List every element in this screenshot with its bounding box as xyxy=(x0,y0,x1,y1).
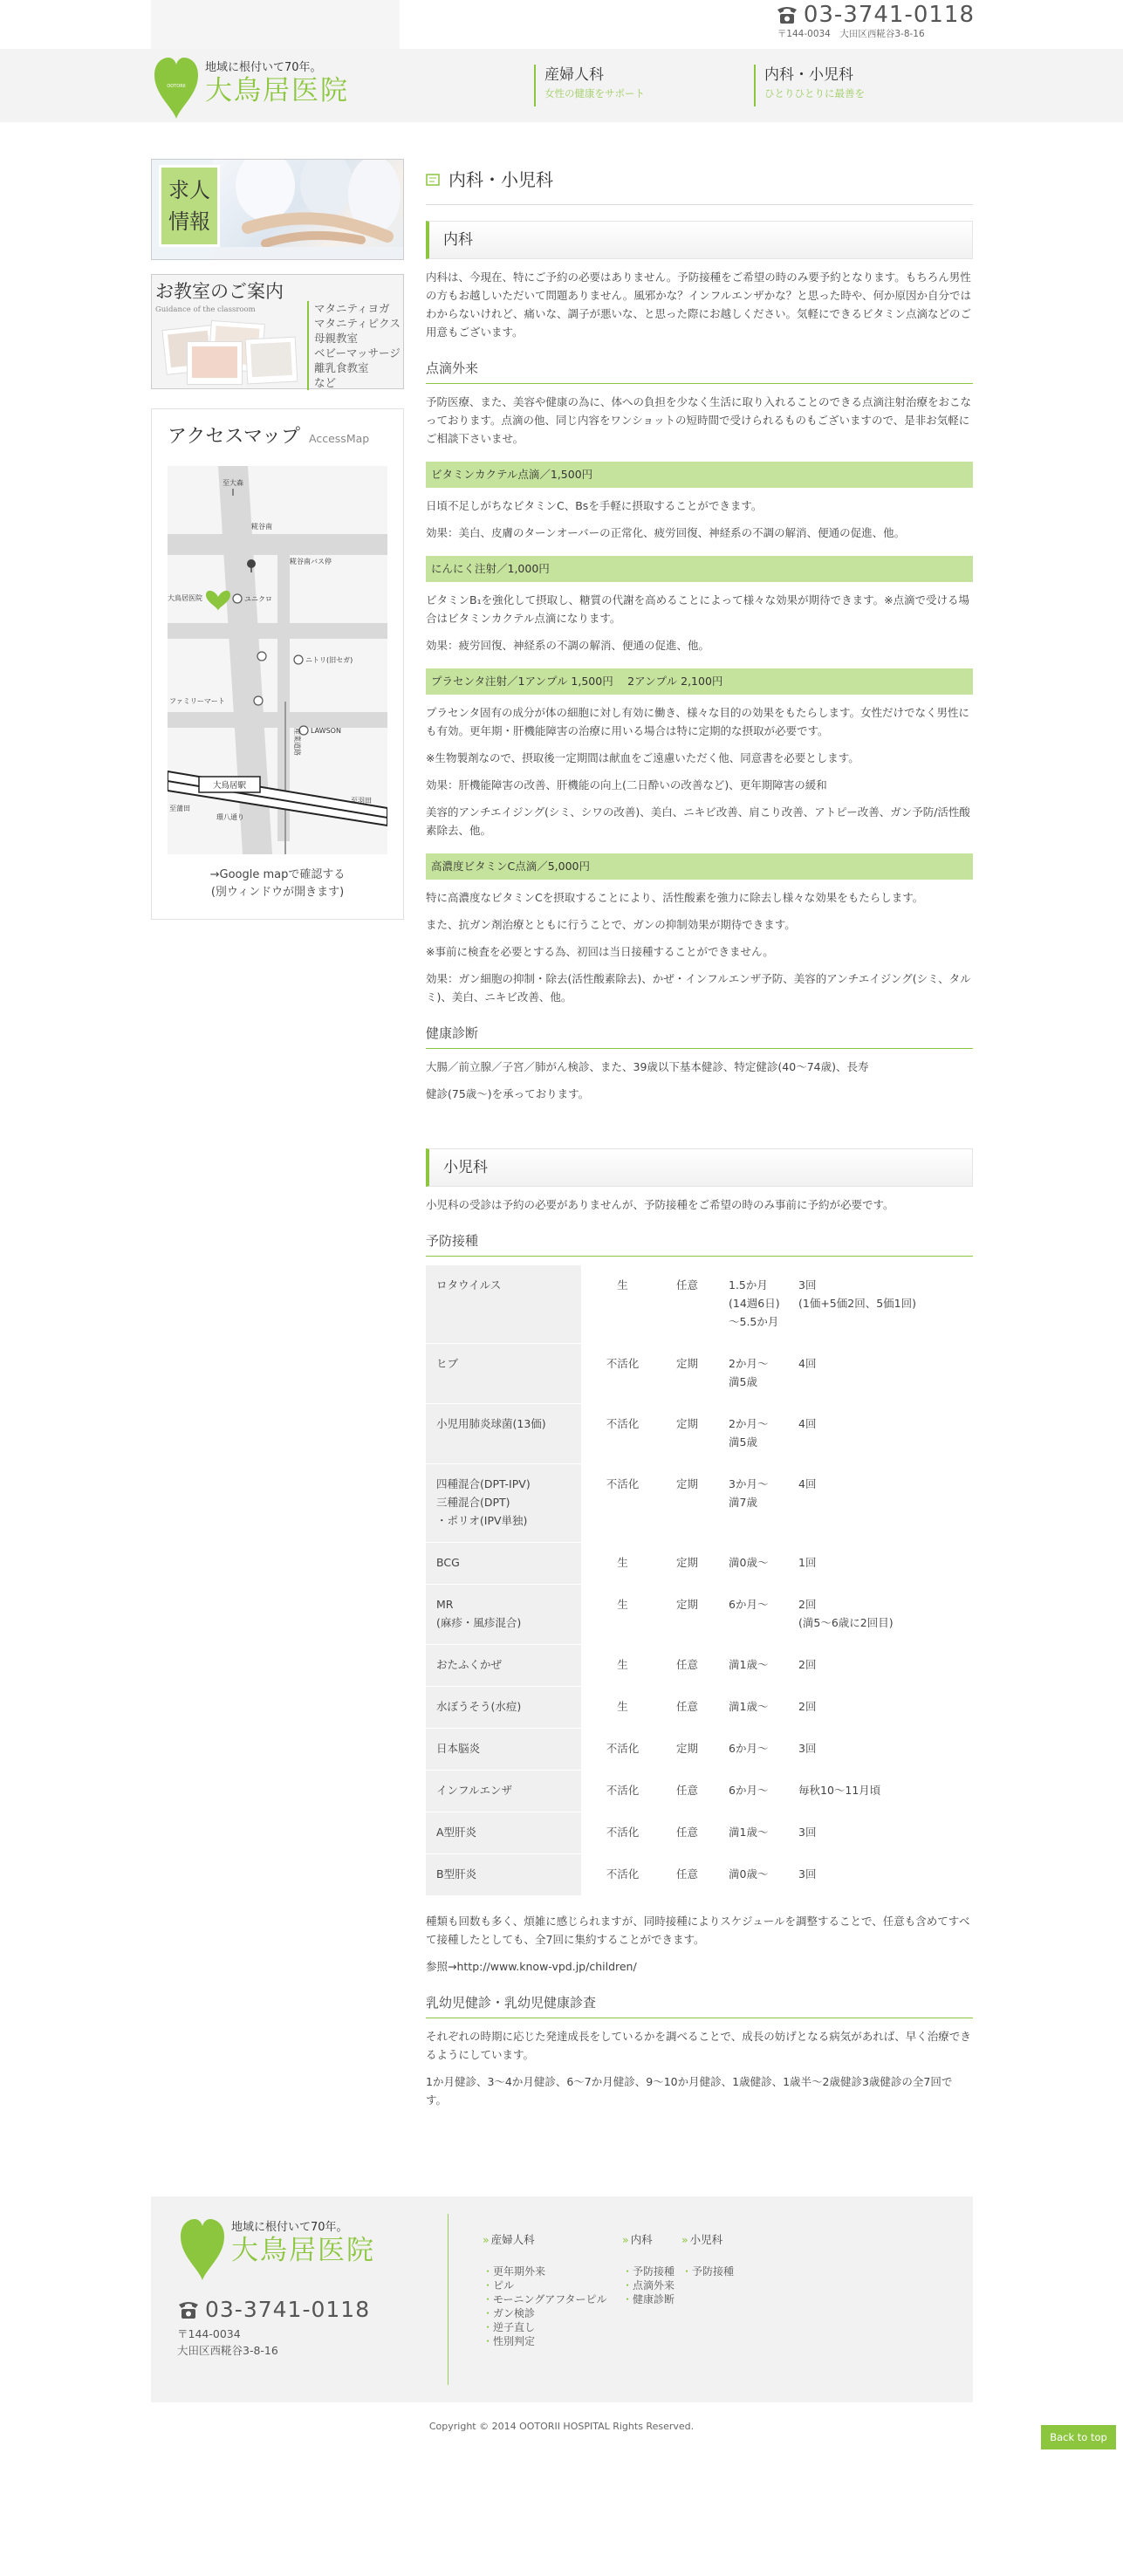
treatment-bar: 高濃度ビタミンC点滴／5,000円 xyxy=(426,853,973,880)
vax-age: 2か月～ 満5歳 xyxy=(729,1357,769,1388)
map-label-clinic: 大鳥居医院 xyxy=(168,594,202,603)
gnav-obgyn[interactable] xyxy=(534,65,754,106)
map-label-hwy: 産業道路 xyxy=(293,728,301,757)
footer-nav-item[interactable]: ・ 予防接種 xyxy=(622,2264,674,2278)
footer-clinic-name: 大鳥居医院 xyxy=(231,2235,375,2266)
footer-zip: 〒144-0034 xyxy=(177,2327,241,2340)
naika-intro: 内科は、今現在、特にご予約の必要はありません。予防接種をご希望の時のみ要予約となります。もちろん男性の方もお越しいただいて問題ありません。風邪かな？インフルエンザかな？と思った時や、何か原因か自分ではわからないけれど、痛いな、調子が悪いな、と思った際にお越しください。気軽にできるビタミン点滴などのご用意もございます。 xyxy=(426,271,972,339)
treatment-bar: ビタミンカクテル点滴／1,500円 xyxy=(426,462,973,488)
page-title-icon xyxy=(426,173,442,187)
vaccination-reference-link[interactable]: 参照→http://www.know-vpd.jp/children/ xyxy=(426,1960,637,1973)
vax-name: B型肝炎 xyxy=(426,1854,581,1896)
vax-kind: 定期 xyxy=(676,1556,699,1569)
vax-times: 2回 (満5～6歳に2回目) xyxy=(798,1598,894,1629)
sidebar xyxy=(151,159,404,920)
gnav-internal[interactable] xyxy=(754,65,974,106)
vax-times: 3回 xyxy=(798,1742,817,1755)
vax-type: 不活化 xyxy=(581,1812,664,1854)
vax-age: 3か月～ 満7歳 xyxy=(729,1477,769,1509)
treatment-text: 効果：ガン細胞の抑制・除去(活性酸素除去)、かぜ・インフルエンザ予防、美容的アンチエイジング(シミ、タルミ)、美白、ニキビ改善、他。 xyxy=(426,972,971,1004)
logo-tagline: 地域に根付いて70年。 xyxy=(205,61,322,74)
treatment-text: ※事前に検査を必要とする為、初回は当日接種することができません。 xyxy=(426,945,774,958)
footer-nav-head[interactable]: » 小児科 xyxy=(681,2231,734,2249)
recruit-banner[interactable] xyxy=(151,159,404,260)
treatment-text: 特に高濃度なビタミンCを摂取することにより、活性酸素を強力に除去し様々な効果をもたらします。 xyxy=(426,891,924,904)
footer-divider xyxy=(448,2214,449,2385)
footer-nav-naika xyxy=(622,2231,674,2306)
top-bar xyxy=(0,0,1123,49)
vax-times: 毎秋10～11月頃 xyxy=(798,1784,881,1797)
vax-kind: 任意 xyxy=(676,1784,699,1797)
vaccination-row xyxy=(426,1265,973,1344)
classroom-item: マタニティヨガ xyxy=(314,302,390,315)
phone-icon xyxy=(776,4,798,25)
copyright: Copyright © 2014 OOTORII HOSPITAL Rights Reserved. xyxy=(428,2421,695,2432)
vax-name: 日本脳炎 xyxy=(426,1729,581,1771)
vax-kind: 定期 xyxy=(676,1477,699,1490)
vax-times: 2回 xyxy=(798,1700,817,1713)
heart-logo-icon xyxy=(151,54,202,120)
vaccination-row xyxy=(426,1585,973,1645)
map-label-top: 至大森 xyxy=(223,479,243,488)
vax-type: 不活化 xyxy=(581,1404,664,1464)
svg-text:OOTORII: OOTORII xyxy=(167,84,186,89)
header-address: 〒144-0034 大田区西糀谷3-8-16 xyxy=(777,29,925,39)
vax-age: 6か月～ xyxy=(729,1598,769,1611)
access-title: アクセスマップ xyxy=(168,426,301,448)
vax-age: 満1歳～ xyxy=(729,1700,769,1713)
vax-times: 4回 xyxy=(798,1357,817,1370)
footer-nav-item[interactable]: ・ モーニングアフターピル xyxy=(483,2292,606,2306)
vaccination-row xyxy=(426,1812,973,1854)
vax-name: BCG xyxy=(426,1543,581,1585)
vax-name: ヒブ xyxy=(426,1344,581,1404)
naika-kenshin-text: 大腸／前立腺／子宮／肺がん検診、また、39歳以下基本健診、特定健診(40～74歳)、長寿 xyxy=(426,1060,869,1073)
map-label-uniqlo: ユニクロ xyxy=(244,595,272,604)
vax-type: 不活化 xyxy=(581,1729,664,1771)
vax-type: 生 xyxy=(581,1265,664,1344)
header-tel-number: 03-3741-0118 xyxy=(803,2,975,28)
google-map-link-note: (別ウィンドウが開きます) xyxy=(210,886,345,900)
logo-clinic-name: 大鳥居医院 xyxy=(205,75,349,106)
gnav-obgyn-title: 産婦人科 xyxy=(544,66,604,84)
footer-nav-head[interactable]: » 産婦人科 xyxy=(483,2231,606,2249)
treatment-text: ビタミンB₁を強化して摂取し、糖質の代謝を高めることによって様々な効果が期待できます。※点滴で受ける場合はビタミンカクテル点滴になります。 xyxy=(426,593,970,625)
vax-type: 生 xyxy=(581,1645,664,1687)
page-title-bar xyxy=(426,159,973,205)
footer-address xyxy=(177,2326,278,2359)
phone-icon xyxy=(177,2299,200,2320)
vax-times: 1回 xyxy=(798,1556,817,1569)
treatment-text: 効果：美白、皮膚のターンオーバーの正常化、疲労回復、神経系の不調の解消、便通の促進、他。 xyxy=(426,526,906,539)
footer-nav-item[interactable]: ・ ガン検診 xyxy=(483,2306,606,2320)
vaccination-note: 種類も回数も多く、煩雑に感じられますが、同時接種によりスケジュールを調整することで、任意も含めてすべて接種したとしても、全7回に集約することができます。 xyxy=(426,1915,970,1946)
vaccination-table xyxy=(426,1265,973,1896)
footer-panel xyxy=(151,2196,973,2402)
access-map-box xyxy=(151,408,404,920)
vax-type: 生 xyxy=(581,1543,664,1585)
treatment-text: 美容的アンチエイジング(シミ、シワの改善)、美白、ニキビ改善、肩こり改善、アトピー改善、ガン予防/活性酸素除去、他。 xyxy=(426,805,970,837)
content-layout xyxy=(0,122,1123,2162)
treatment-text: プラセンタ固有の成分が体の細胞に対し有効に働き、様々な目的の効果をもたらします。女性だけでなく男性にも有効。更年期・肝機能障害の治療に用いる場合は特に定期的な摂取が必要です。 xyxy=(426,706,970,737)
shonika-intro: 小児科の受診は予約の必要がありませんが、予防接種をご希望の時のみ事前に予約が必要です。 xyxy=(426,1198,894,1211)
footer-nav-item[interactable]: ・ 更年期外来 xyxy=(483,2264,606,2278)
tenteki-heading: 点滴外来 xyxy=(426,357,973,384)
vax-name: A型肝炎 xyxy=(426,1812,581,1854)
vax-kind: 任意 xyxy=(676,1700,699,1713)
vax-name: 四種混合(DPT-IPV) 三種混合(DPT) ・ポリオ(IPV単独) xyxy=(426,1464,581,1543)
vax-name: インフルエンザ xyxy=(426,1771,581,1812)
map-label-left-road: 至蒲田 xyxy=(169,805,190,813)
footer-nav-item[interactable]: ・ 性別判定 xyxy=(483,2334,606,2348)
vax-kind: 任意 xyxy=(676,1867,699,1881)
vax-type: 不活化 xyxy=(581,1854,664,1896)
classroom-photos xyxy=(159,322,298,385)
footer-nav-obgyn xyxy=(483,2231,606,2348)
vaccination-row xyxy=(426,1854,973,1896)
footer-nav-item[interactable]: ・ 健康診断 xyxy=(622,2292,674,2306)
map-label-kojiya: 糀谷南 xyxy=(251,523,272,531)
treatment-text: 効果：疲労回復、神経系の不調の解消、便通の促進、他。 xyxy=(426,639,710,652)
vaccination-row xyxy=(426,1404,973,1464)
map-label-bus: 糀谷南バス停 xyxy=(290,558,332,566)
gnav-internal-title: 内科・小児科 xyxy=(764,66,853,84)
vax-kind: 定期 xyxy=(676,1598,699,1611)
vax-age: 満1歳～ xyxy=(729,1826,769,1839)
vax-type: 不活化 xyxy=(581,1344,664,1404)
footer-nav-head[interactable]: » 内科 xyxy=(622,2231,674,2249)
footer-street: 大田区西糀谷3-8-16 xyxy=(177,2344,278,2357)
vaccination-row xyxy=(426,1771,973,1812)
global-nav xyxy=(534,65,974,106)
recruit-photo xyxy=(213,160,403,259)
footer-nav-item[interactable]: ・ 逆子直し xyxy=(483,2320,606,2334)
vax-times: 3回 xyxy=(798,1826,817,1839)
vaccination-row xyxy=(426,1729,973,1771)
heart-logo-icon xyxy=(177,2216,228,2282)
recruit-label: 求人情報 xyxy=(159,165,220,247)
classroom-title: お教室のご案内 xyxy=(155,281,284,302)
vax-kind: 定期 xyxy=(676,1357,699,1370)
vaccination-row xyxy=(426,1687,973,1729)
staff-hands-image xyxy=(213,160,404,260)
classroom-item: 母親教室 xyxy=(314,332,359,345)
header-contact xyxy=(776,2,975,40)
vax-type: 不活化 xyxy=(581,1771,664,1812)
gnav-obgyn-sub: 女性の健康をサポート xyxy=(544,87,645,99)
vaccination-row xyxy=(426,1464,973,1543)
vax-times: 2回 xyxy=(798,1658,817,1671)
section-naika-heading: 内科 xyxy=(426,221,973,259)
treatment-text: 効果：肝機能障害の改善、肝機能の向上(二日酔いの改善など)、更年期障害の緩和 xyxy=(426,778,827,791)
vax-age: 6か月～ xyxy=(729,1742,769,1755)
vax-age: 6か月～ xyxy=(729,1784,769,1797)
vax-times: 3回 (1価+5価2回、5価1回) xyxy=(798,1278,916,1310)
vaccination-heading: 予防接種 xyxy=(426,1230,973,1257)
vaccination-row xyxy=(426,1543,973,1585)
classroom-banner[interactable] xyxy=(151,274,404,389)
classroom-item: ベビーマッサージ xyxy=(314,346,401,360)
map-label-familymart: ファミリーマート xyxy=(169,697,225,706)
site-footer xyxy=(0,2196,1123,2465)
google-map-link[interactable] xyxy=(168,867,387,901)
site-logo[interactable] xyxy=(151,54,349,120)
vax-kind: 任意 xyxy=(676,1826,699,1839)
vaccination-row xyxy=(426,1344,973,1404)
vax-kind: 定期 xyxy=(676,1417,699,1430)
google-map-link-text: →Google mapで確認する xyxy=(209,868,346,882)
header-tel[interactable] xyxy=(776,2,975,28)
treatment-text: また、抗ガン剤治療とともに行うことで、ガンの抑制効果が期待できます。 xyxy=(426,918,796,931)
vax-age: 満1歳～ xyxy=(729,1658,769,1671)
tenteki-text: 予防医療、また、美容や健康の為に、体への負担を少なく生活に取り入れることのできる点滴注射治療をおこなっております。点滴の他、同じ内容をワンショットの短時間で受けられるものもございますので、是非お気軽にご相談下さいませ。 xyxy=(426,395,972,445)
page-title: 内科・小児科 xyxy=(449,169,553,190)
vax-name: 水ぼうそう(水痘) xyxy=(426,1687,581,1729)
vax-times: 3回 xyxy=(798,1867,817,1881)
footer-tel-number: 03-3741-0118 xyxy=(205,2297,371,2322)
vax-age: 2か月～ 満5歳 xyxy=(729,1417,769,1449)
vax-kind: 任意 xyxy=(676,1658,699,1671)
treatment-text: ※生物製剤なので、摂取後一定期間は献血をご遠慮いただく他、同意書を必要とします。 xyxy=(426,751,859,764)
vax-name: ロタウイルス xyxy=(426,1265,581,1344)
access-subtitle: AccessMap xyxy=(309,432,370,445)
footer-logo[interactable] xyxy=(177,2216,375,2282)
naika-kenshin-text: 健診(75歳～)を承っております。 xyxy=(426,1087,590,1100)
footer-tel[interactable] xyxy=(177,2292,370,2327)
map-label-bottom-road: 環八通り xyxy=(216,813,244,822)
top-bar-spacer xyxy=(151,0,400,49)
footer-nav-item[interactable]: ・ ピル xyxy=(483,2278,606,2292)
treatment-bar: にんにく注射／1,000円 xyxy=(426,556,973,582)
vax-name: おたふくかぜ xyxy=(426,1645,581,1687)
map-label-station: 大鳥居駅 xyxy=(212,781,247,791)
vax-type: 不活化 xyxy=(581,1464,664,1543)
vax-age: 満0歳～ xyxy=(729,1556,769,1569)
classroom-list xyxy=(307,301,401,390)
footer-nav-item[interactable]: ・ 予防接種 xyxy=(681,2264,734,2278)
infant-checkup-text: それぞれの時期に応じた発達成長をしているかを調べることで、成長の妨げとなる病気があれば、早く治療できるようにしています。 xyxy=(426,2030,971,2061)
treatment-bar: プラセンタ注射／1アンプル 1,500円 2アンプル 2,100円 xyxy=(426,668,973,695)
main-content xyxy=(426,159,973,2162)
vaccination-row xyxy=(426,1645,973,1687)
naika-kenshin-heading: 健康診断 xyxy=(426,1022,973,1049)
back-to-top-button[interactable]: Back to top xyxy=(1041,2425,1116,2449)
classroom-item: 離乳食教室 xyxy=(314,361,369,374)
vax-age: 1.5か月 (14週6日) ～5.5か月 xyxy=(729,1278,780,1328)
vax-times: 4回 xyxy=(798,1477,817,1490)
access-map[interactable] xyxy=(168,466,387,854)
site-header xyxy=(0,49,1123,122)
vax-type: 生 xyxy=(581,1585,664,1645)
footer-nav-shonika xyxy=(681,2231,734,2278)
vax-name: MR (麻疹・風疹混合) xyxy=(426,1585,581,1645)
infant-checkup-text: 1か月健診、3～4か月健診、6～7か月健診、9～10か月健診、1歳健診、1歳半～2歳健診3歳健診の全7回です。 xyxy=(426,2075,953,2107)
gnav-internal-sub: ひとりひとりに最善を xyxy=(764,87,865,99)
footer-nav-item[interactable]: ・ 点滴外来 xyxy=(622,2278,674,2292)
classroom-subtitle: Guidance of the classroom xyxy=(155,305,256,314)
classroom-item: など xyxy=(314,376,337,389)
treatment-text: 日頃不足しがちなビタミンC、Bsを手軽に摂取することができます。 xyxy=(426,499,763,512)
vax-kind: 任意 xyxy=(676,1278,699,1291)
section-shonika-heading: 小児科 xyxy=(426,1148,973,1187)
vax-name: 小児用肺炎球菌(13価) xyxy=(426,1404,581,1464)
access-map-drawing xyxy=(168,466,387,854)
vax-age: 満0歳～ xyxy=(729,1867,769,1881)
map-label-right-road: 至羽田 xyxy=(351,797,372,805)
map-label-lawson: LAWSON xyxy=(311,727,341,736)
map-label-nitori: ニトリ(旧セガ) xyxy=(305,656,353,665)
photo-card xyxy=(187,341,243,385)
classroom-item: マタニティピクス xyxy=(314,317,401,330)
vax-type: 生 xyxy=(581,1687,664,1729)
footer-tagline: 地域に根付いて70年。 xyxy=(231,2221,348,2234)
photo-card xyxy=(245,337,298,385)
infant-checkup-heading: 乳幼児健診・乳幼児健康診査 xyxy=(426,1991,973,2018)
vax-kind: 定期 xyxy=(676,1742,699,1755)
vax-times: 4回 xyxy=(798,1417,817,1430)
